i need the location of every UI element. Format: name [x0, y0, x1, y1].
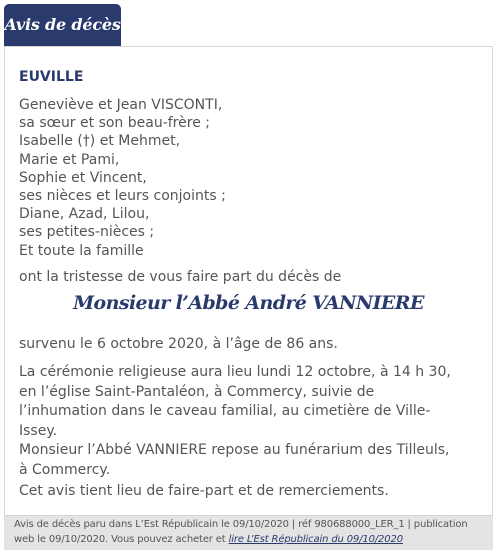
ceremony-line: La cérémonie religieuse aura lieu lundi 12 octobre, à 14 h 30, — [19, 364, 451, 380]
ceremony-line: Issey. — [19, 422, 58, 439]
closing-note: Cet avis tient lieu de faire-part et de remerciements. — [19, 483, 389, 499]
ceremony-line: Monsieur l’Abbé VANNIERE repose au funérarium des Tilleuls, — [19, 442, 450, 458]
deceased-name: Monsieur l’Abbé André VANNIERE — [73, 292, 424, 314]
family-line: sa sœur et son beau-frère ; — [19, 115, 210, 132]
family-list — [19, 96, 226, 260]
announcement-intro: ont la tristesse de vous faire part du décès de — [19, 269, 342, 285]
footer-line-1: Avis de décès paru dans L’Est Républicain le 09/10/2020 | réf 980688000_LER_1 | publication — [14, 519, 468, 530]
family-line: Geneviève et Jean VISCONTI, — [19, 97, 223, 113]
family-line: Et toute la famille — [19, 242, 144, 259]
family-line: Diane, Azad, Lilou, — [19, 206, 150, 223]
ceremony-line: à Commercy. — [19, 461, 111, 478]
section-tab-avis-de-deces: Avis de décès — [4, 4, 121, 46]
notice-place: EUVILLE — [19, 69, 84, 85]
ceremony-line: en l’église Saint-Pantaléon, à Commercy, suivie de — [19, 383, 375, 400]
newspaper-purchase-link[interactable]: lire L’Est Républicain du 09/10/2020 — [228, 533, 403, 545]
family-line: Marie et Pami, — [19, 151, 120, 168]
obituary-card — [4, 46, 493, 516]
footer-line-2-text: web le 09/10/2020. Vous pouvez acheter et — [14, 533, 229, 545]
family-line: ses nièces et leurs conjoints ; — [19, 188, 226, 205]
family-line: ses petites-nièces ; — [19, 224, 155, 241]
publication-footer — [4, 516, 493, 550]
family-line: Sophie et Vincent, — [19, 169, 147, 186]
ceremony-details — [19, 363, 481, 480]
family-line: Isabelle (†) et Mehmet, — [19, 133, 181, 150]
ceremony-line: l’inhumation dans le caveau familial, au cimetière de Ville- — [19, 403, 431, 419]
footer-line-2 — [14, 533, 485, 548]
death-date-text: survenu le 6 octobre 2020, à l’âge de 86 ans. — [19, 336, 338, 352]
